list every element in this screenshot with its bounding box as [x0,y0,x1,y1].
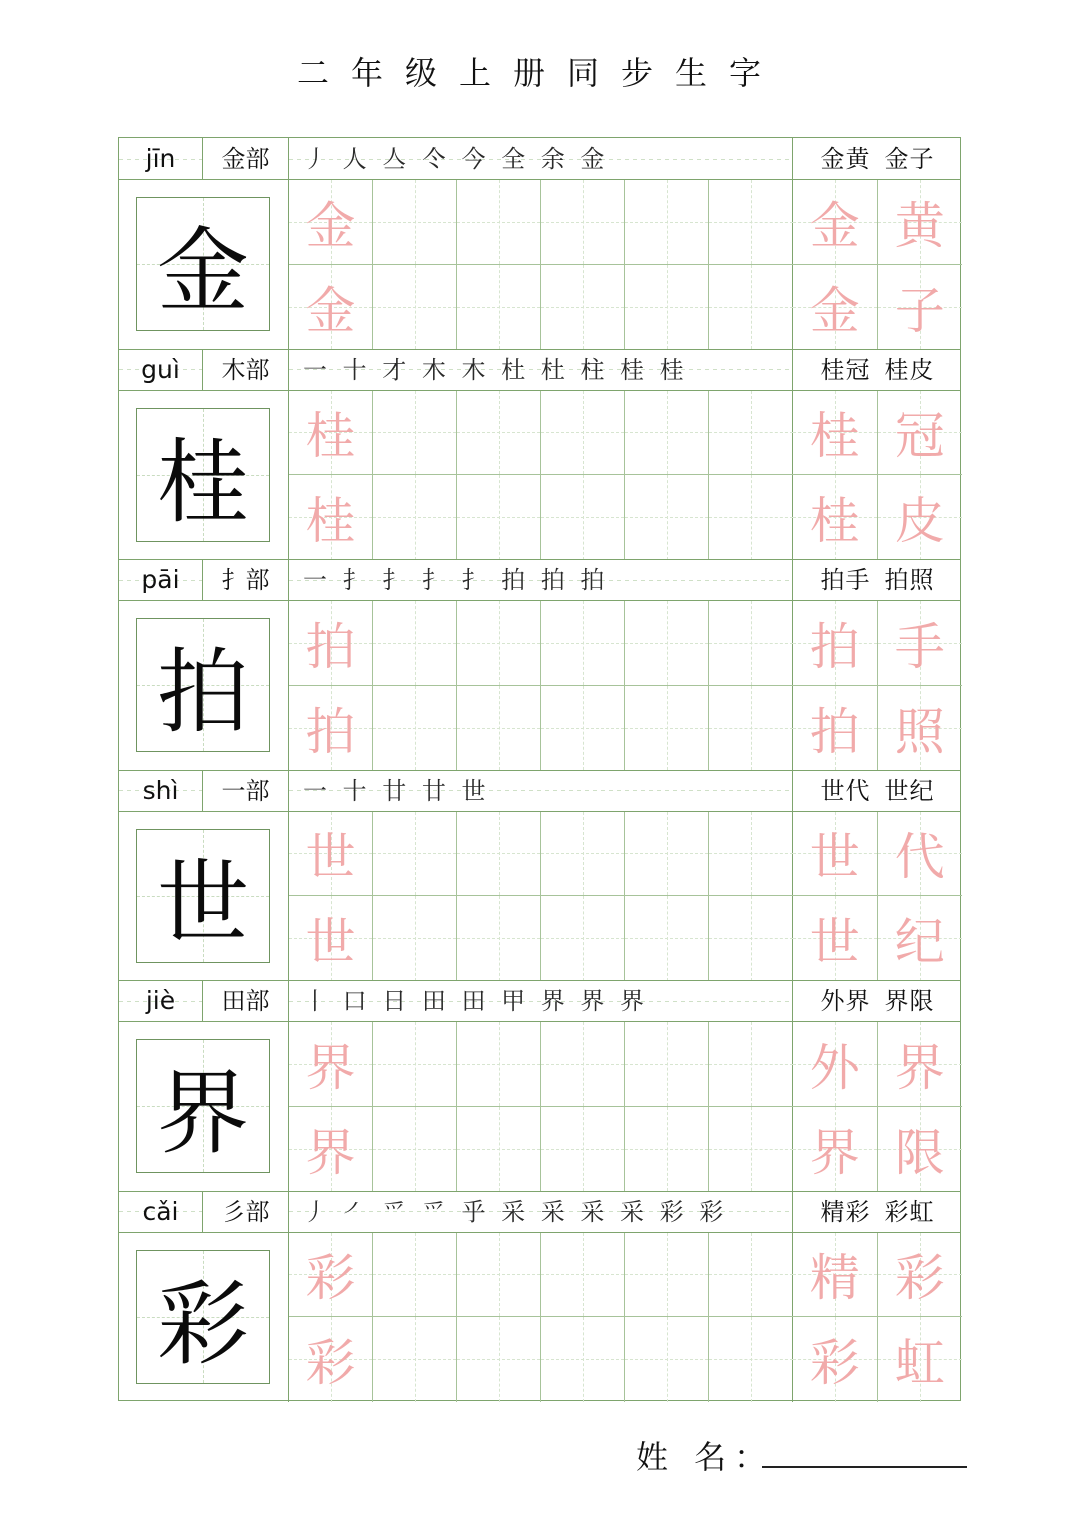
block-divider [119,980,960,981]
writing-cell[interactable] [373,391,457,476]
model-char: 金 [156,218,249,325]
model-cell [119,391,289,560]
writing-cell[interactable] [625,1022,709,1107]
word-trace-cell[interactable] [878,1317,963,1402]
block-divider [119,1191,960,1192]
trace-cell[interactable] [289,265,373,350]
block-divider [119,349,960,350]
word-trace-char: 子 [894,281,945,340]
writing-cell[interactable] [457,475,541,560]
word-trace-char: 代 [894,828,945,887]
char-block [119,980,960,1191]
writing-cell[interactable] [373,686,457,771]
stroke-order: 丨 口 日 田 田 甲 界 界 界 [289,980,793,1022]
word-trace-char: 手 [894,617,945,676]
word-list [793,138,962,180]
word-trace-char: 皮 [894,492,945,551]
trace-cell[interactable] [289,1317,373,1402]
word-list [793,349,962,391]
trace-char: 界 [305,1038,356,1097]
trace-char: 拍 [305,702,356,761]
model-char-box [136,618,270,752]
word-grid [793,812,962,981]
trace-cell[interactable] [289,601,373,686]
word-trace-cell[interactable] [793,601,878,686]
writing-cell[interactable] [625,686,709,771]
writing-cell[interactable] [541,896,625,981]
word-trace-cell[interactable] [793,1233,878,1318]
word-trace-char: 外 [809,1038,860,1097]
writing-grid [289,391,793,560]
writing-cell[interactable] [625,1317,709,1402]
writing-grid [289,1233,793,1402]
writing-cell[interactable] [457,1107,541,1192]
word-trace-char: 彩 [809,1334,860,1393]
writing-cell[interactable] [625,265,709,350]
word-trace-char: 金 [809,196,860,255]
word: 桂冠 [820,355,871,384]
radical: 田部 [203,980,289,1022]
word-trace-char: 世 [809,828,860,887]
writing-cell[interactable] [709,896,793,981]
word: 世代 [820,776,871,805]
word-trace-cell[interactable] [793,812,878,897]
writing-cell[interactable] [373,1107,457,1192]
word-trace-cell[interactable] [793,896,878,981]
trace-char: 世 [305,828,356,887]
writing-cell[interactable] [709,180,793,265]
char-header [119,138,960,180]
trace-char: 金 [305,196,356,255]
trace-char: 桂 [305,407,356,466]
pinyin: pāi [119,559,203,601]
writing-cell[interactable] [373,265,457,350]
writing-cell[interactable] [541,601,625,686]
model-char: 彩 [156,1270,249,1378]
word: 桂皮 [884,355,935,384]
trace-char: 桂 [305,492,356,551]
word-trace-char: 金 [809,281,860,340]
writing-cell[interactable] [625,1107,709,1192]
word-trace-char: 虹 [894,1334,945,1393]
practice-area [119,180,960,349]
block-divider [119,559,960,560]
word-trace-char: 拍 [809,702,860,761]
writing-grid [289,812,793,981]
writing-cell[interactable] [541,1233,625,1318]
writing-cell[interactable] [625,475,709,560]
writing-cell[interactable] [373,1233,457,1318]
word-trace-cell[interactable] [878,475,963,560]
word-grid [793,1233,962,1402]
word-list [793,1191,962,1233]
trace-cell[interactable] [289,1107,373,1192]
word-trace-cell[interactable] [793,1317,878,1402]
word: 彩虹 [884,1197,935,1226]
writing-cell[interactable] [373,896,457,981]
writing-cell[interactable] [541,1107,625,1192]
word-trace-char: 纪 [894,913,945,972]
model-cell [119,180,289,349]
trace-cell[interactable] [289,896,373,981]
word-trace-char: 拍 [809,617,860,676]
writing-cell[interactable] [541,812,625,897]
radical: 木部 [203,349,289,391]
trace-cell[interactable] [289,686,373,771]
word-trace-cell[interactable] [793,391,878,476]
radical: 彡部 [203,1191,289,1233]
writing-cell[interactable] [625,1233,709,1318]
writing-cell[interactable] [709,812,793,897]
model-char: 桂 [156,428,249,536]
word-trace-cell[interactable] [878,391,963,476]
char-header [119,770,960,812]
writing-cell[interactable] [457,1022,541,1107]
writing-cell[interactable] [709,1107,793,1192]
stroke-order: 丿 人 亼 仒 今 全 余 金 [289,138,793,180]
writing-cell[interactable] [457,265,541,350]
word-trace-cell[interactable] [878,1107,963,1192]
word: 精彩 [820,1197,871,1226]
char-header [119,559,960,601]
trace-char: 彩 [305,1334,356,1393]
stroke-order: 一 十 才 木 木 杜 杜 柱 桂 桂 [289,349,793,391]
writing-grid [289,601,793,770]
trace-cell[interactable] [289,391,373,476]
writing-cell[interactable] [457,1317,541,1402]
word-trace-cell[interactable] [878,1022,963,1107]
word: 界限 [884,987,935,1015]
char-header [119,1191,960,1233]
word-trace-cell[interactable] [793,180,878,265]
writing-cell[interactable] [709,1233,793,1318]
word-trace-cell[interactable] [793,475,878,560]
word-trace-cell[interactable] [878,180,963,265]
model-char-box [136,829,270,963]
word-trace-char: 限 [894,1123,945,1182]
word: 外界 [820,987,871,1015]
pinyin: cǎi [119,1191,203,1233]
model-cell [119,1233,289,1402]
writing-cell[interactable] [625,601,709,686]
word-list [793,770,962,812]
writing-cell[interactable] [457,180,541,265]
trace-cell[interactable] [289,475,373,560]
char-block [119,138,960,349]
trace-cell[interactable] [289,812,373,897]
word: 金子 [884,145,935,173]
writing-cell[interactable] [373,1317,457,1402]
word-trace-cell[interactable] [878,1233,963,1318]
word-trace-cell[interactable] [793,1022,878,1107]
pinyin: jiè [119,980,203,1022]
word: 拍手 [820,566,871,594]
trace-char: 金 [305,281,356,340]
word-trace-char: 桂 [809,407,860,466]
model-cell [119,812,289,981]
trace-cell[interactable] [289,180,373,265]
pinyin: jīn [119,138,203,180]
trace-cell[interactable] [289,1022,373,1107]
page-title: 二年级上册同步生字 [296,54,783,92]
writing-cell[interactable] [541,1317,625,1402]
writing-cell[interactable] [541,180,625,265]
word-trace-char: 界 [809,1123,860,1182]
model-char: 界 [156,1060,249,1167]
word-trace-char: 世 [809,913,860,972]
writing-cell[interactable] [373,475,457,560]
char-block [119,349,960,560]
word-trace-char: 界 [894,1038,945,1097]
writing-cell[interactable] [541,1022,625,1107]
writing-cell[interactable] [709,265,793,350]
word: 金黄 [820,145,871,173]
block-divider [119,770,960,771]
model-char: 世 [156,849,249,957]
practice-area [119,1233,960,1402]
model-char-box [136,197,270,331]
writing-grid [289,180,793,349]
word-trace-cell[interactable] [878,601,963,686]
writing-cell[interactable] [625,812,709,897]
writing-cell[interactable] [709,1317,793,1402]
writing-cell[interactable] [457,391,541,476]
writing-cell[interactable] [625,391,709,476]
name-label: 姓 名： [636,1438,775,1476]
stroke-order: 一 十 廿 廿 世 [289,770,793,812]
word-trace-cell[interactable] [878,812,963,897]
trace-char: 拍 [305,617,356,676]
writing-cell[interactable] [625,180,709,265]
practice-area [119,391,960,560]
writing-cell[interactable] [625,896,709,981]
writing-grid [289,1022,793,1191]
model-cell [119,1022,289,1191]
stroke-order: 丿 ㇒ 爫 爫 乎 采 采 采 采 彩 彩 [289,1191,793,1233]
model-char-box [136,1250,270,1384]
word-grid [793,391,962,560]
radical: 金部 [203,138,289,180]
char-header [119,349,960,391]
word-trace-char: 冠 [894,407,945,466]
word-trace-cell[interactable] [793,686,878,771]
practice-sheet [118,137,961,1401]
model-char-box [136,408,270,542]
name-input-line[interactable] [762,1466,967,1468]
writing-cell[interactable] [457,1233,541,1318]
stroke-order: 一 扌 扌 扌 扌 拍 拍 拍 [289,559,793,601]
word-grid [793,180,962,349]
word-trace-cell[interactable] [793,265,878,350]
word: 拍照 [884,566,935,594]
writing-cell[interactable] [709,475,793,560]
word-grid [793,1022,962,1191]
practice-area [119,601,960,770]
writing-cell[interactable] [373,601,457,686]
writing-cell[interactable] [457,686,541,771]
word-trace-char: 彩 [894,1249,945,1308]
writing-cell[interactable] [541,391,625,476]
trace-char: 界 [305,1123,356,1182]
writing-cell[interactable] [373,1022,457,1107]
practice-area [119,1022,960,1191]
pinyin: shì [119,770,203,812]
writing-cell[interactable] [373,812,457,897]
trace-char: 彩 [305,1249,356,1308]
char-block [119,770,960,981]
writing-cell[interactable] [709,686,793,771]
char-header [119,980,960,1022]
word-trace-cell[interactable] [878,686,963,771]
writing-cell[interactable] [709,601,793,686]
word-list [793,559,962,601]
writing-cell[interactable] [541,686,625,771]
model-cell [119,601,289,770]
trace-char: 世 [305,913,356,972]
radical: 一部 [203,770,289,812]
word-trace-char: 桂 [809,492,860,551]
practice-area [119,812,960,981]
pinyin: guì [119,349,203,391]
writing-cell[interactable] [709,391,793,476]
model-char-box [136,1039,270,1173]
model-char: 拍 [156,639,249,746]
trace-cell[interactable] [289,1233,373,1318]
word-grid [793,601,962,770]
word-trace-char: 照 [894,702,945,761]
word-trace-char: 精 [809,1249,860,1308]
writing-cell[interactable] [457,601,541,686]
word-trace-cell[interactable] [878,896,963,981]
writing-cell[interactable] [457,896,541,981]
writing-cell[interactable] [541,265,625,350]
word-list [793,980,962,1022]
word-trace-cell[interactable] [878,265,963,350]
char-block [119,559,960,770]
writing-cell[interactable] [457,812,541,897]
word: 世纪 [884,776,935,805]
word-trace-cell[interactable] [793,1107,878,1192]
writing-cell[interactable] [373,180,457,265]
radical: 扌部 [203,559,289,601]
writing-cell[interactable] [709,1022,793,1107]
writing-cell[interactable] [541,475,625,560]
word-trace-char: 黄 [894,196,945,255]
char-block [119,1191,960,1402]
